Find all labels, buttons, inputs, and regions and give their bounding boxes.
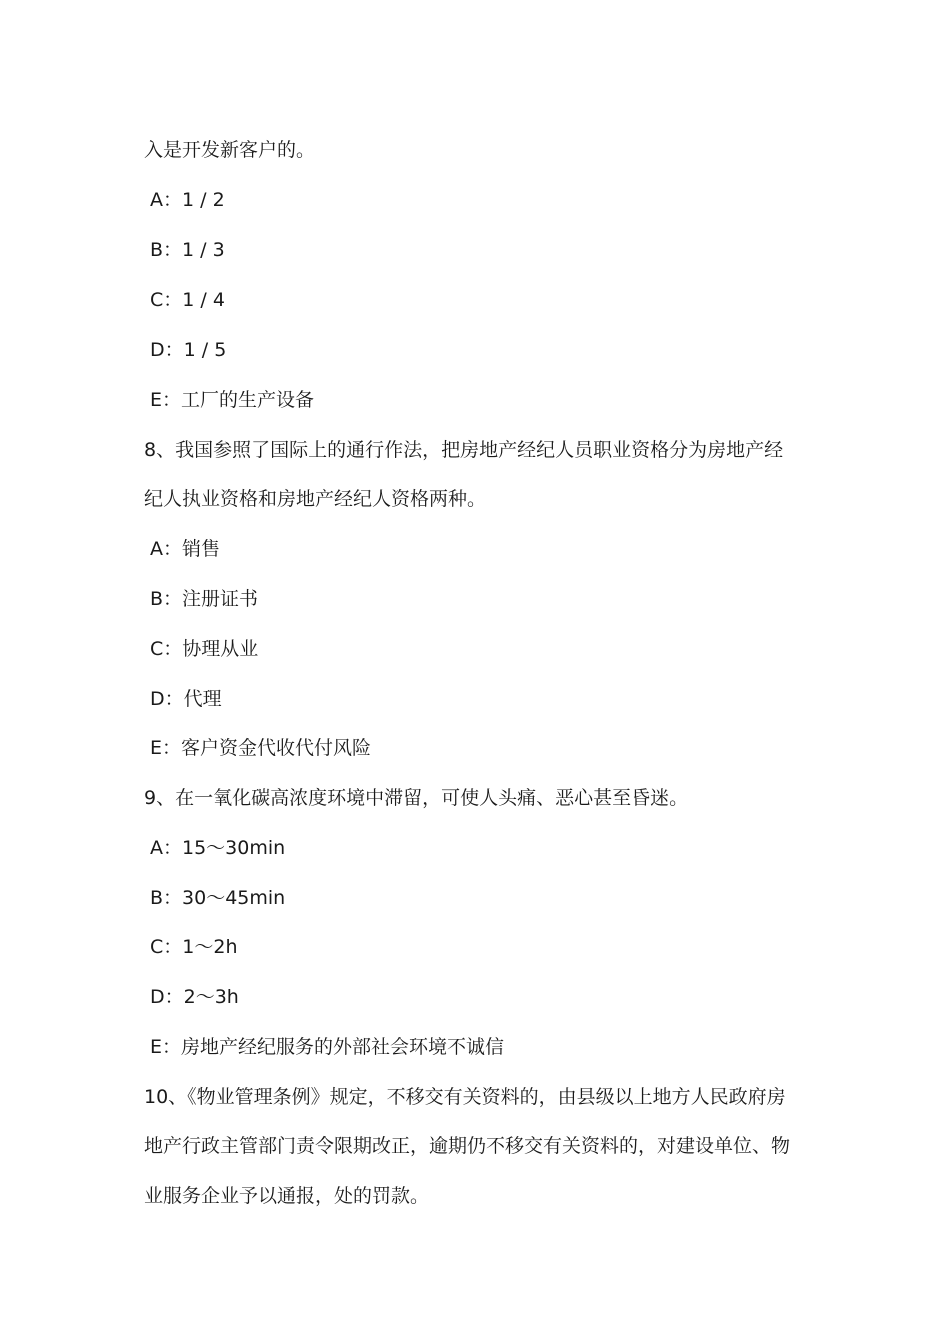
question-10-line-3: 业服务企业予以通报，处的罚款。	[144, 1185, 430, 1207]
question-10-line-1: 10、《物业管理条例》规定，不移交有关资料的，由县级以上地方人民政府房	[144, 1086, 786, 1108]
q9-option-b: B：30～45min	[150, 887, 286, 909]
q8-option-b: B：注册证书	[150, 588, 259, 610]
q8-option-e: E：客户资金代收代付风险	[150, 737, 372, 759]
q9-option-d: D：2～3h	[150, 986, 239, 1008]
question-7-continuation: 入是开发新客户的。	[144, 139, 316, 161]
question-8-line-1: 8、我国参照了国际上的通行作法，把房地产经纪人员职业资格分为房地产经	[144, 439, 784, 461]
q7-option-b: B：1 / 3	[150, 239, 225, 261]
question-8-line-2: 纪人执业资格和房地产经纪人资格两种。	[144, 488, 487, 510]
q7-option-e: E：工厂的生产设备	[150, 389, 315, 411]
q8-option-c: C：协理从业	[150, 638, 259, 660]
q8-option-a: A：销售	[150, 538, 220, 560]
q9-option-e: E：房地产经纪服务的外部社会环境不诚信	[150, 1036, 505, 1058]
q9-option-a: A：15～30min	[150, 837, 286, 859]
q9-option-c: C：1～2h	[150, 936, 238, 958]
question-10-line-2: 地产行政主管部门责令限期改正，逾期仍不移交有关资料的，对建设单位、物	[144, 1135, 791, 1157]
q7-option-c: C：1 / 4	[150, 289, 225, 311]
q8-option-d: D：代理	[150, 688, 222, 710]
q7-option-a: A：1 / 2	[150, 189, 225, 211]
q7-option-d: D：1 / 5	[150, 339, 227, 361]
question-9: 9、在一氧化碳高浓度环境中滞留，可使人头痛、恶心甚至昏迷。	[144, 787, 689, 809]
